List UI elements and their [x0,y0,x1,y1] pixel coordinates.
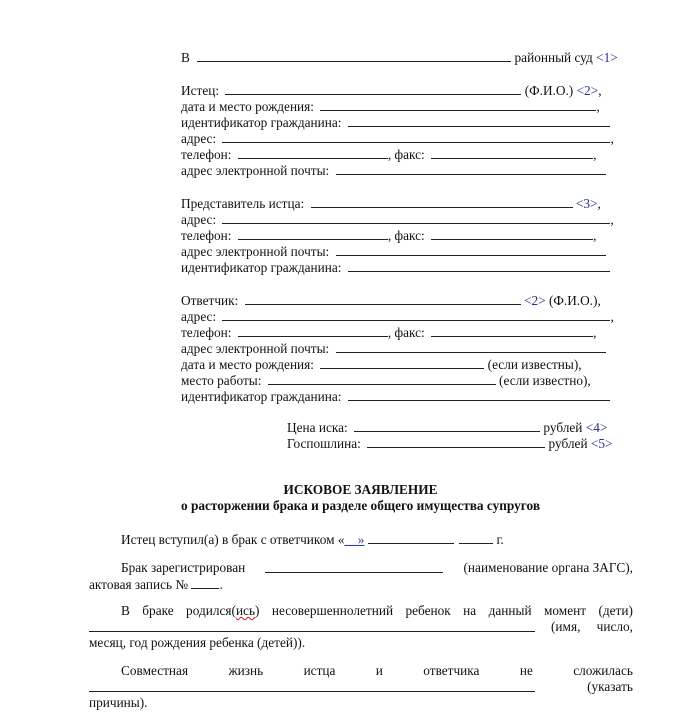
defendant-work-line [181,372,591,388]
relationship-paragraph-line1: Совместная жизнь истца и ответчика не сложилась [121,663,633,678]
plaintiff-id-line [181,114,610,130]
defendant-email-field[interactable] [336,340,606,353]
defendant-name-line [181,292,601,308]
representative-address-label: адрес: [181,212,217,227]
claim-price-line [287,419,607,435]
defendant-birth-field[interactable] [320,356,484,369]
defendant-work-note: (если известно), [499,373,591,388]
footnote-ref-2[interactable]: <2> [576,83,599,98]
year-suffix: г. [496,532,504,547]
representative-id-label: идентификатор гражданина: [181,260,342,275]
claim-price-unit: рублей [543,420,583,435]
defendant-id-line [181,388,610,404]
defendant-name-field[interactable] [245,292,521,305]
plaintiff-phone-line: телефон: , факс: , [181,147,597,162]
registration-text: Брак зарегистрирован [121,560,246,575]
defendant-address-label: адрес: [181,309,217,324]
plaintiff-email-label: адрес электронной почты: [181,163,330,178]
defendant-email-line [181,340,606,356]
defendant-email-label: адрес электронной почты: [181,341,330,356]
plaintiff-id-field[interactable] [348,114,610,127]
state-fee-label: Госпошлина: [287,436,361,451]
defendant-fax-field[interactable] [431,324,593,337]
registration-paragraph-line2: актовая запись № . [89,577,223,592]
defendant-work-field[interactable] [268,372,496,385]
defendant-address-line: адрес: , [181,309,614,324]
representative-name-field[interactable] [311,195,573,208]
state-fee-line [287,435,613,451]
children-info-field[interactable] [89,619,535,632]
document-subtitle: о расторжении брака и разделе общего имущества супругов [180,498,541,513]
spellcheck-word: ись [235,603,256,618]
representative-phone-label: телефон: [181,228,232,243]
state-fee-field[interactable] [367,435,545,448]
plaintiff-email-field[interactable] [336,162,606,175]
defendant-address-field[interactable] [222,308,610,321]
plaintiff-address-line: адрес: , [181,131,614,146]
record-number-label: актовая запись № [89,577,189,592]
representative-address-field[interactable] [222,211,610,224]
registry-office-field[interactable] [265,560,443,573]
representative-fax-field[interactable] [431,227,593,240]
plaintiff-fio-label: (Ф.И.О.) [524,83,574,98]
plaintiff-fax-field[interactable] [431,146,593,159]
defendant-birth-line [181,356,582,372]
court-name-field[interactable] [197,49,511,62]
footnote-ref-2b[interactable]: <2> [523,293,546,308]
plaintiff-birth-label: дата и место рождения: [181,99,314,114]
court-suffix: районный суд [514,50,593,65]
representative-fax-label: , факс: [387,228,425,243]
defendant-fio-label: (Ф.И.О.), [548,293,601,308]
plaintiff-birth-field[interactable] [320,98,596,111]
marriage-day-field[interactable]: __» [344,532,365,547]
marriage-date-text: Истец вступил(а) в брак с ответчиком « [121,532,345,547]
marriage-date-paragraph [121,531,504,547]
representative-id-line [181,259,610,275]
claim-price-label: Цена иска: [287,420,348,435]
footnote-ref-3[interactable]: <3> [575,196,598,211]
claim-price-field[interactable] [354,419,540,432]
state-fee-unit: рублей [548,436,588,451]
defendant-label: Ответчик: [181,293,239,308]
defendant-birth-note: (если известны), [487,357,582,372]
representative-email-line [181,243,606,259]
representative-email-label: адрес электронной почты: [181,244,330,259]
reasons-field[interactable] [89,679,535,692]
plaintiff-fax-label: , факс: [387,147,425,162]
children-paragraph-line3: месяц, год рождения ребенка (детей)). [89,635,306,650]
plaintiff-birth-line: дата и место рождения: , [181,99,600,114]
document-title: ИСКОВОЕ ЗАЯВЛЕНИЕ [283,482,438,497]
plaintiff-phone-field[interactable] [238,146,388,159]
defendant-birth-label: дата и место рождения: [181,357,314,372]
relationship-paragraph-line3: причины). [89,695,148,710]
court-line [181,49,618,65]
defendant-id-label: идентификатор гражданина: [181,389,342,404]
court-prefix: В [181,50,190,65]
defendant-phone-field[interactable] [238,324,388,337]
marriage-month-field[interactable] [368,531,454,544]
defendant-phone-line: телефон: , факс: , [181,325,597,340]
relationship-paragraph-line2: (указать [89,679,633,695]
record-number-field[interactable] [191,576,219,589]
registration-paragraph-line1 [121,560,633,576]
plaintiff-address-field[interactable] [222,130,610,143]
defendant-phone-label: телефон: [181,325,232,340]
representative-label: Представитель истца: [181,196,305,211]
footnote-ref-4[interactable]: <4> [585,420,608,435]
defendant-fax-label: , факс: [387,325,425,340]
footnote-ref-1[interactable]: <1> [596,50,618,65]
registry-office-note: (наименование органа ЗАГС), [463,560,633,575]
children-paragraph-line1: В браке родился(ись) несовершеннолетний ребенок на данный момент (дети) [121,603,633,618]
plaintiff-id-label: идентификатор гражданина: [181,115,342,130]
representative-name-line: Представитель истца: <3>, [181,196,601,211]
plaintiff-address-label: адрес: [181,131,217,146]
defendant-work-label: место работы: [181,373,262,388]
marriage-year-field[interactable] [459,531,493,544]
representative-id-field[interactable] [348,259,610,272]
representative-phone-line: телефон: , факс: , [181,228,597,243]
footnote-ref-5[interactable]: <5> [590,436,613,451]
representative-address-line: адрес: , [181,212,614,227]
representative-email-field[interactable] [336,243,606,256]
plaintiff-phone-label: телефон: [181,147,232,162]
defendant-id-field[interactable] [348,388,610,401]
representative-phone-field[interactable] [238,227,388,240]
plaintiff-name-field[interactable] [225,82,521,95]
plaintiff-name-line: Истец: (Ф.И.О.) <2>, [181,83,602,98]
plaintiff-label: Истец: [181,83,220,98]
plaintiff-email-line [181,162,606,178]
children-paragraph-line2: (имя, число, [89,619,633,635]
